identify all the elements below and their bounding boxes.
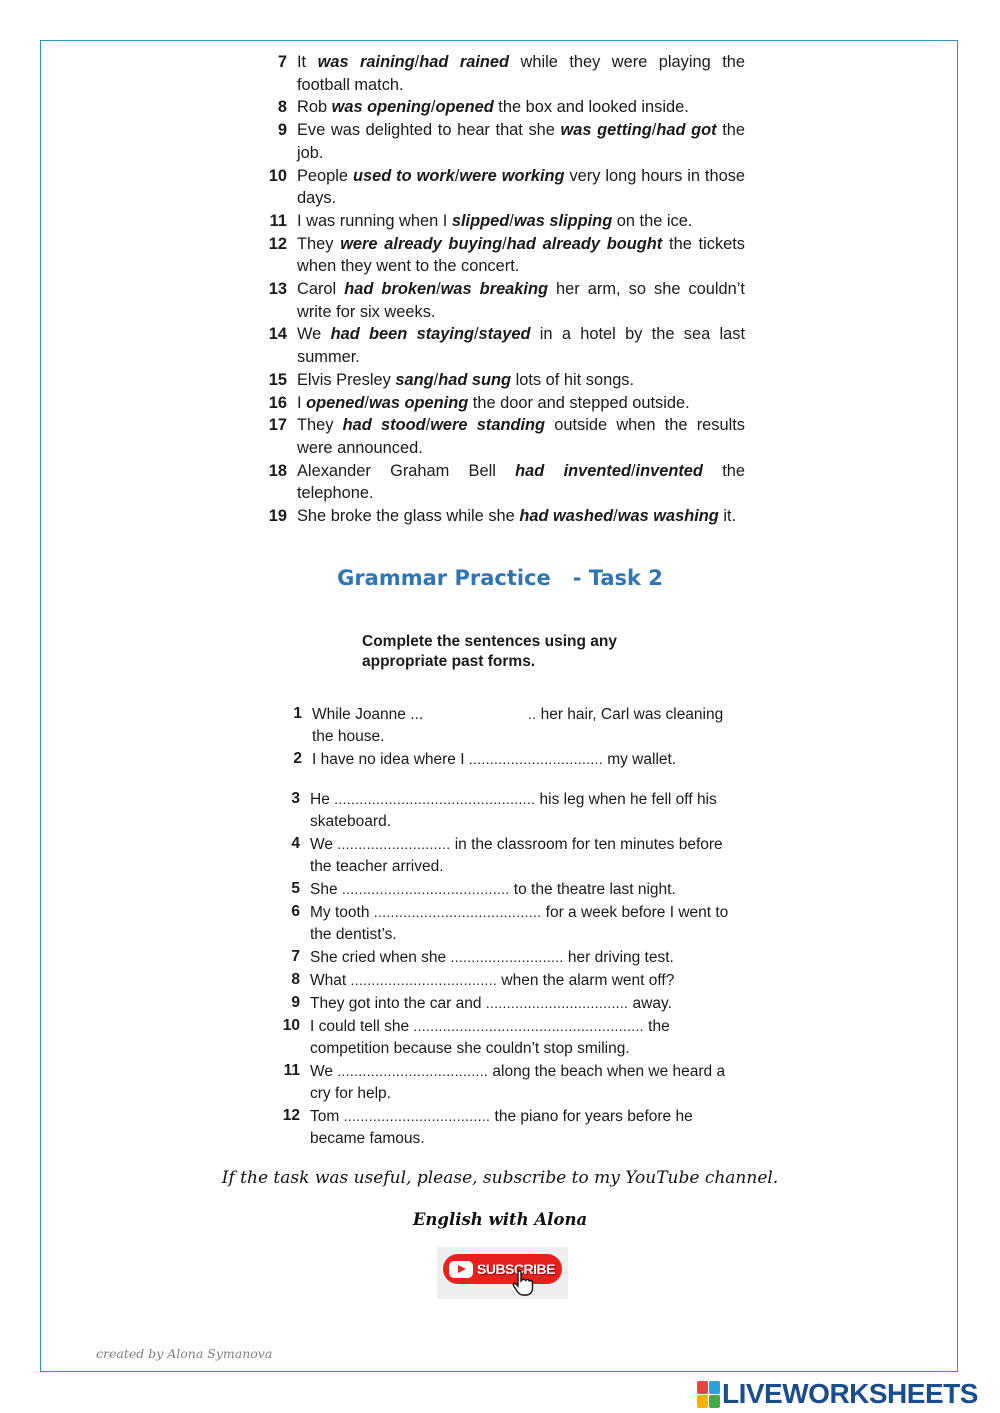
hand-pointer-icon xyxy=(510,1269,540,1297)
subscribe-button[interactable] xyxy=(443,1254,562,1284)
sentence-text: / xyxy=(454,166,460,185)
exercise-1-item xyxy=(255,51,745,96)
verb-option[interactable]: invented xyxy=(635,461,703,480)
sentence-text: We xyxy=(297,325,331,344)
item-text xyxy=(297,392,745,415)
exercise-2-item xyxy=(270,833,745,878)
sentence-text: Elvis Presley xyxy=(297,370,396,389)
sentence-start: She xyxy=(310,881,342,898)
exercise-1-item xyxy=(255,505,745,528)
item-number: 13 xyxy=(268,280,287,299)
sentence-text: / xyxy=(502,234,507,253)
sentence-text: in a hotel by the sea last summer. xyxy=(297,325,745,367)
verb-option[interactable]: stayed xyxy=(478,325,531,344)
item-text xyxy=(297,51,745,96)
sentence-end: the piano for years before he became famous. xyxy=(310,1108,693,1147)
exercise-2-item xyxy=(270,1015,745,1060)
exercise-2-item xyxy=(270,946,745,969)
verb-option[interactable]: was opening xyxy=(368,393,469,412)
item-number: 11 xyxy=(269,211,287,230)
answer-blank[interactable]: ........................................ xyxy=(341,881,510,897)
sentence-text: / xyxy=(630,461,636,480)
sentence-start: She cried when she xyxy=(310,949,451,966)
sentence-text: / xyxy=(414,53,420,71)
sentence-text: the job. xyxy=(297,121,745,162)
item-number: 16 xyxy=(268,393,287,412)
item-number: 4 xyxy=(291,835,300,852)
sentence-text: Alexander Graham Bell xyxy=(297,461,516,480)
sentence-text: / xyxy=(364,393,369,412)
item-text xyxy=(310,1060,745,1105)
sentence-start: I have no idea where I xyxy=(312,751,469,768)
sentence-start: My tooth xyxy=(310,904,374,921)
item-number: 14 xyxy=(268,325,287,344)
item-text xyxy=(297,165,745,210)
item-number: 11 xyxy=(283,1062,300,1079)
exercise-2-item xyxy=(270,992,745,1015)
verb-option[interactable]: had broken xyxy=(344,280,437,299)
sentence-text: on the ice. xyxy=(612,211,693,230)
exercise-1-item xyxy=(255,323,745,368)
item-number: 17 xyxy=(268,416,287,435)
answer-blank[interactable]: ........................................ xyxy=(373,904,542,920)
item-number: 8 xyxy=(291,971,300,988)
item-text xyxy=(310,992,745,1015)
sentence-start: Tom xyxy=(310,1108,344,1125)
verb-option[interactable]: was washing xyxy=(617,507,719,526)
verb-option[interactable]: was raining xyxy=(317,53,415,71)
item-number: 3 xyxy=(291,790,300,807)
verb-option[interactable]: were standing xyxy=(430,416,546,435)
item-number: 2 xyxy=(293,750,302,767)
sentence-text: Rob xyxy=(297,98,332,117)
verb-option[interactable]: was slipping xyxy=(513,211,613,230)
exercise-1-item xyxy=(255,392,745,415)
verb-option[interactable]: used to work xyxy=(352,166,455,185)
answer-blank[interactable]: ....................................................... xyxy=(413,1018,644,1034)
sentence-text: the door and stepped outside. xyxy=(468,393,690,412)
exercise-2-item xyxy=(270,788,745,833)
exercise-2-item xyxy=(270,878,745,901)
exercise-1-item xyxy=(255,369,745,392)
sentence-text: I xyxy=(297,393,307,412)
item-text xyxy=(310,833,745,878)
exercise-1-item xyxy=(255,233,745,278)
exercise-2-item xyxy=(272,703,734,748)
verb-option[interactable]: had washed xyxy=(519,507,614,526)
sentence-end: my wallet. xyxy=(602,751,677,768)
sentence-text: her arm, so she couldn’t write for six weeks. xyxy=(297,280,745,321)
sentence-text: / xyxy=(613,507,618,526)
exercise-2-group xyxy=(270,788,745,1150)
item-number: 15 xyxy=(268,370,287,389)
sentence-text: / xyxy=(425,416,431,435)
verb-option[interactable]: had stood xyxy=(342,416,426,435)
item-number: 7 xyxy=(277,53,287,71)
verb-option[interactable]: had got xyxy=(656,121,717,140)
exercise-1-item xyxy=(255,165,745,210)
item-text xyxy=(297,505,745,528)
exercise-2-item xyxy=(270,1105,745,1150)
sentence-text: Eve was delighted to hear that she xyxy=(297,121,561,140)
exercise-1-item xyxy=(255,119,745,164)
item-text xyxy=(297,210,745,233)
answer-blank[interactable]: ................................... xyxy=(343,1108,491,1124)
task-2-title: Grammar Practice - Task 2 xyxy=(337,566,663,590)
sentence-text: / xyxy=(473,325,479,344)
sentence-end: the competition because she couldn’t stop smiling. xyxy=(310,1018,670,1057)
sentence-text: I was running when I xyxy=(297,211,452,230)
verb-option[interactable]: had been staying xyxy=(330,325,474,344)
exercise-1-item xyxy=(255,414,745,459)
item-number: 12 xyxy=(268,234,287,253)
sentence-text: People xyxy=(297,166,353,185)
exercise-2-item xyxy=(270,1060,745,1105)
sentence-text: lots of hit songs. xyxy=(511,370,635,389)
item-text xyxy=(310,788,745,833)
sentence-text: / xyxy=(651,121,657,140)
channel-name: English with Alona xyxy=(412,1210,588,1229)
item-number: 6 xyxy=(291,903,300,920)
youtube-play-icon xyxy=(449,1261,473,1278)
verb-option[interactable]: slipped xyxy=(451,211,510,230)
sentence-text: it. xyxy=(718,507,737,526)
exercise-2-group xyxy=(272,703,734,771)
item-text xyxy=(297,369,745,392)
sentence-text: outside when the results were announced. xyxy=(297,416,745,457)
exercise-1-list xyxy=(255,51,745,528)
subscribe-note: If the task was useful, please, subscribe to my YouTube channel. xyxy=(221,1168,779,1188)
item-number: 8 xyxy=(277,98,287,117)
sentence-text: They xyxy=(297,416,343,435)
verb-option[interactable]: was breaking xyxy=(440,280,548,299)
answer-blank[interactable]: ........................... xyxy=(337,836,451,852)
sentence-end: to the theatre last night. xyxy=(509,881,676,898)
sentence-end: for a week before I went to the dentist’s. xyxy=(310,904,729,943)
sentence-text: She broke the glass while she xyxy=(297,507,520,526)
answer-blank[interactable]: .................................. xyxy=(485,995,629,1011)
sentence-text: the box and looked inside. xyxy=(493,98,689,117)
verb-option[interactable]: had invented xyxy=(515,461,631,480)
verb-option[interactable]: had rained xyxy=(419,53,510,71)
sentence-text: very long hours in those days. xyxy=(297,166,746,208)
item-number: 10 xyxy=(268,166,287,185)
item-number: 12 xyxy=(282,1107,300,1124)
sentence-text: / xyxy=(436,280,441,299)
item-text xyxy=(312,703,734,748)
item-text xyxy=(310,878,745,901)
item-number: 5 xyxy=(291,880,300,897)
answer-blank[interactable]: ................................................ xyxy=(334,791,536,807)
sentence-start: I could tell she xyxy=(310,1018,414,1035)
item-text xyxy=(310,969,745,992)
sentence-start: They got into the car and xyxy=(310,995,486,1012)
exercise-1-item xyxy=(255,278,745,323)
verb-option[interactable]: had sung xyxy=(438,370,512,389)
verb-option[interactable]: opened xyxy=(435,98,494,117)
exercise-1-item xyxy=(255,210,745,233)
sentence-text: They xyxy=(297,234,341,253)
item-text xyxy=(297,278,745,323)
answer-blank[interactable]: .................................... xyxy=(337,1063,489,1079)
sentence-end: her hair, Carl was cleaning the house. xyxy=(312,706,724,745)
item-number: 19 xyxy=(268,507,287,526)
item-text xyxy=(297,460,745,505)
liveworksheets-mark-icon xyxy=(697,1381,719,1407)
liveworksheets-logo xyxy=(697,1378,978,1410)
item-text xyxy=(297,414,745,459)
verb-option[interactable]: had already bought xyxy=(506,234,663,253)
sentence-start: We xyxy=(310,1063,338,1080)
sentence-text: while they were playing the football match. xyxy=(297,53,745,94)
subscribe-label: SUBSCRIBE xyxy=(477,1261,555,1277)
answer-blank[interactable]: ................................... xyxy=(350,972,498,988)
exercise-2-item xyxy=(270,901,745,946)
subscribe-banner[interactable] xyxy=(437,1247,568,1299)
exercise-1-item xyxy=(255,460,745,505)
sentence-end: along the beach when we heard a cry for help. xyxy=(310,1063,726,1102)
sentence-text: Carol xyxy=(297,280,345,299)
sentence-start: He xyxy=(310,791,335,808)
sentence-text: / xyxy=(433,370,439,389)
verb-option[interactable]: sang xyxy=(395,370,434,389)
sentence-text: It xyxy=(297,53,318,71)
sentence-end: when the alarm went off? xyxy=(497,972,675,989)
item-number: 10 xyxy=(282,1017,300,1034)
item-text xyxy=(297,119,745,164)
item-text xyxy=(310,1105,745,1150)
answer-blank[interactable]: .. xyxy=(423,706,537,722)
answer-blank[interactable]: ................................ xyxy=(468,751,603,767)
answer-blank[interactable]: ........................... xyxy=(450,949,564,965)
exercise-2-item xyxy=(270,969,745,992)
sentence-start: What xyxy=(310,972,351,989)
item-number: 7 xyxy=(291,948,300,965)
sentence-end: his leg when he fell off his skateboard. xyxy=(310,791,717,830)
brand-name: LIVEWORKSHEETS xyxy=(722,1378,978,1409)
verb-option[interactable]: was opening xyxy=(331,98,431,117)
sentence-text: / xyxy=(509,211,514,230)
item-number: 9 xyxy=(291,994,300,1011)
sentence-start: While Joanne ... xyxy=(312,706,424,723)
item-number: 9 xyxy=(277,121,287,140)
item-text xyxy=(310,946,745,969)
sentence-end: her driving test. xyxy=(563,949,674,966)
sentence-text: the tickets when they went to the concert. xyxy=(297,234,745,276)
item-text xyxy=(310,1015,745,1060)
exercise-1-item xyxy=(255,96,745,119)
sentence-end: in the classroom for ten minutes before the teacher arrived. xyxy=(310,836,723,875)
sentence-text: the telephone. xyxy=(297,461,745,503)
item-text xyxy=(312,748,734,771)
exercise-2-item xyxy=(272,748,734,771)
item-text xyxy=(297,96,745,119)
item-number: 18 xyxy=(268,461,287,480)
verb-option[interactable]: opened xyxy=(306,393,365,412)
author-credit: created by Alona Symanova xyxy=(96,1346,273,1361)
item-text xyxy=(310,901,745,946)
item-number: 1 xyxy=(293,705,302,722)
sentence-end: away. xyxy=(628,995,672,1012)
item-text xyxy=(297,323,745,368)
verb-option[interactable]: were working xyxy=(459,166,565,185)
sentence-start: We xyxy=(310,836,338,853)
task-2-instructions: Complete the sentences using any appropriate past forms. xyxy=(362,633,617,670)
verb-option[interactable]: were already buying xyxy=(340,234,503,253)
item-text xyxy=(297,233,745,278)
verb-option[interactable]: was getting xyxy=(560,121,652,140)
sentence-text: / xyxy=(430,98,436,117)
